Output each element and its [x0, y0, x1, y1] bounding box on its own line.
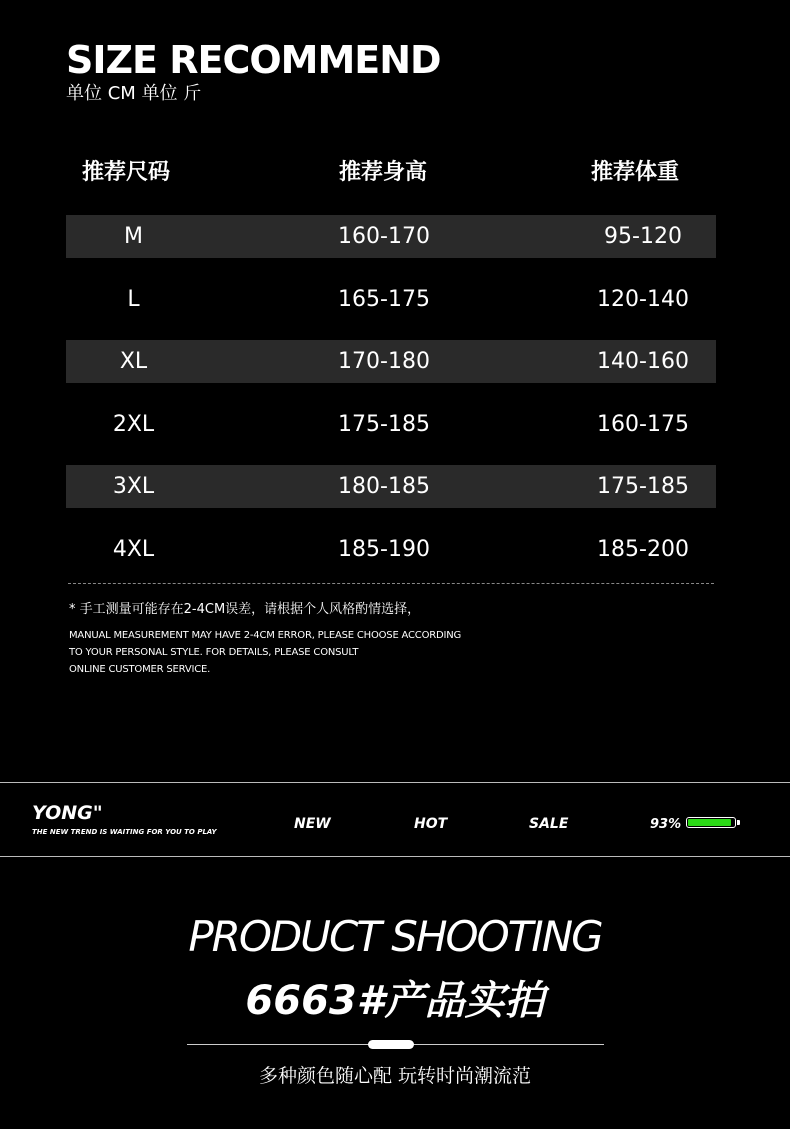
height-cell: 185-190 — [338, 537, 430, 562]
weight-cell: 95-120 — [604, 224, 682, 249]
table-row — [66, 340, 716, 383]
weight-cell: 185-200 — [597, 537, 689, 562]
size-cell: 4XL — [112, 537, 155, 562]
product-shooting-title: PRODUCT SHOOTING — [188, 912, 602, 961]
height-cell: 165-175 — [338, 287, 430, 312]
weight-cell: 140-160 — [597, 349, 689, 374]
tag-hot: HOT — [414, 816, 448, 832]
dashed-divider — [68, 583, 714, 584]
measurement-note-cn: * 手工测量可能存在2-4CM误差，请根据个人风格酌情选择， — [69, 602, 421, 617]
product-code: 6663#产品实拍 — [245, 978, 545, 1024]
weight-cell: 160-175 — [597, 412, 689, 437]
tag-sale: SALE — [529, 816, 569, 832]
units-label: 单位 CM 单位 斤 — [66, 83, 202, 104]
brand-tagline: THE NEW TREND IS WAITING FOR YOU TO PLAY — [32, 828, 217, 836]
page-title: SIZE RECOMMEND — [66, 38, 441, 82]
height-cell: 170-180 — [338, 349, 430, 374]
size-cell: L — [127, 287, 140, 312]
height-cell: 160-170 — [338, 224, 430, 249]
section-rule-pill — [368, 1040, 414, 1049]
slogan: 多种颜色随心配 玩转时尚潮流范 — [258, 1065, 532, 1087]
battery-cap — [737, 820, 740, 825]
table-row — [66, 465, 716, 508]
brand-logo: YONG" — [32, 802, 103, 824]
size-cell: XL — [119, 349, 148, 374]
column-header-height: 推荐身高 — [339, 160, 428, 185]
size-cell: M — [124, 224, 143, 249]
measurement-note-en-line: ONLINE CUSTOMER SERVICE. — [69, 664, 211, 675]
table-row — [66, 215, 716, 258]
weight-cell: 120-140 — [597, 287, 689, 312]
table-row — [66, 403, 716, 446]
tag-new: NEW — [294, 816, 331, 832]
height-cell: 180-185 — [338, 474, 430, 499]
battery-level-fill — [688, 819, 731, 826]
table-row — [66, 528, 716, 571]
battery-percent-label: 93% — [650, 817, 682, 832]
measurement-note-en-line: TO YOUR PERSONAL STYLE. FOR DETAILS, PLEASE CONSULT — [69, 647, 359, 658]
table-row — [66, 278, 716, 321]
size-cell: 2XL — [112, 412, 155, 437]
size-cell: 3XL — [112, 474, 155, 499]
measurement-note-en-line: MANUAL MEASUREMENT MAY HAVE 2-4CM ERROR, PLEASE CHOOSE ACCORDING — [69, 630, 462, 641]
brand-band — [0, 782, 790, 857]
battery-icon — [686, 817, 736, 828]
height-cell: 175-185 — [338, 412, 430, 437]
column-header-size: 推荐尺码 — [82, 160, 171, 185]
column-header-weight: 推荐体重 — [591, 160, 680, 185]
weight-cell: 175-185 — [597, 474, 689, 499]
